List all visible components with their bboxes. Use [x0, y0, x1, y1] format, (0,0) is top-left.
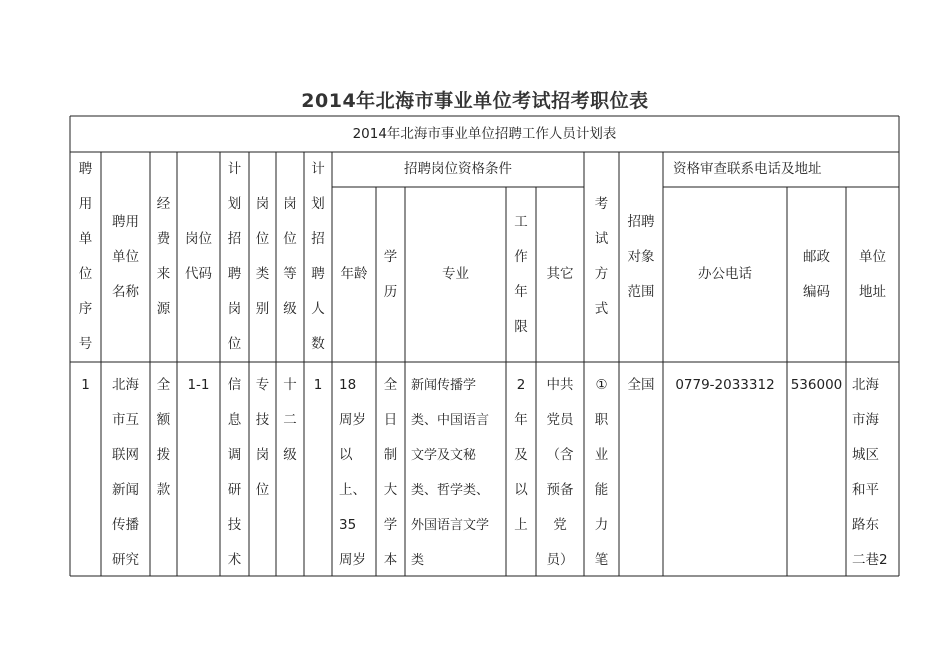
row-other: 中共 党员 （含 预备 党 员）: [546, 377, 574, 568]
row-post-code: 1-1: [187, 377, 210, 393]
header-work-years: 工 作 年 限: [514, 213, 528, 335]
header-post-level: 岗 位 等 级: [283, 196, 297, 317]
row-plan: 信 息 调 研 技 术: [227, 377, 242, 568]
row-plan-count: 1: [313, 377, 323, 393]
row-post-level: 十 二 级: [283, 377, 297, 463]
row-post-type: 专 技 岗 位: [255, 377, 270, 498]
row-age: 18 周岁 以 上、 35 周岁: [339, 377, 366, 568]
header-other: 其它: [546, 266, 574, 282]
row-scope: 全国: [627, 377, 655, 393]
header-post-code: 岗位 代码: [185, 231, 212, 282]
row-exam-method: ① 职 业 能 力 笔: [594, 377, 609, 568]
header-exam-method: 考 试 方 式: [594, 196, 609, 317]
row-seq: 1: [81, 377, 90, 393]
row-postcode: 536000: [790, 377, 843, 393]
header-qualifications: 招聘岗位资格条件: [404, 161, 512, 177]
header-post-type: 岗 位 类 别: [255, 196, 270, 317]
header-contact: 资格审查联系电话及地址: [673, 161, 822, 177]
row-address: 北海 市海 城区 和平 路东 二巷2: [852, 377, 888, 568]
header-address: 单位 地址: [859, 248, 886, 300]
row-work-years: 2 年 及 以 上: [514, 377, 528, 533]
row-phone: 0779-2033312: [675, 377, 775, 393]
row-unit: 北海 市互 联网 新闻 传播 研究: [112, 377, 139, 568]
table-caption: 2014年北海市事业单位招聘工作人员计划表: [352, 125, 617, 142]
header-education: 学 历: [383, 248, 398, 300]
header-age: 年龄: [340, 266, 368, 282]
header-scope: 招聘 对象 范围: [627, 213, 655, 300]
row-major: 新闻传播学 类、中国语言 文学及文秘 类、哲学类、 外国语言文学 类: [411, 378, 490, 568]
row-fund: 全 额 拨 款: [156, 377, 171, 498]
header-phone: 办公电话: [698, 266, 752, 282]
row-education: 全 日 制 大 学 本: [383, 377, 398, 568]
header-seq: 聘 用 单 位 序 号: [78, 161, 93, 352]
header-unit: 聘用 单位 名称: [112, 213, 139, 300]
header-major: 专业: [442, 266, 469, 282]
document-title: 2014年北海市事业单位考试招考职位表: [301, 90, 649, 112]
header-plan: 计 划 招 聘 岗 位: [227, 161, 242, 352]
header-postcode: 邮政 编码: [803, 248, 830, 300]
header-plan-count: 计 划 招 聘 人 数: [311, 161, 325, 352]
header-fund: 经 费 来 源: [156, 196, 171, 317]
